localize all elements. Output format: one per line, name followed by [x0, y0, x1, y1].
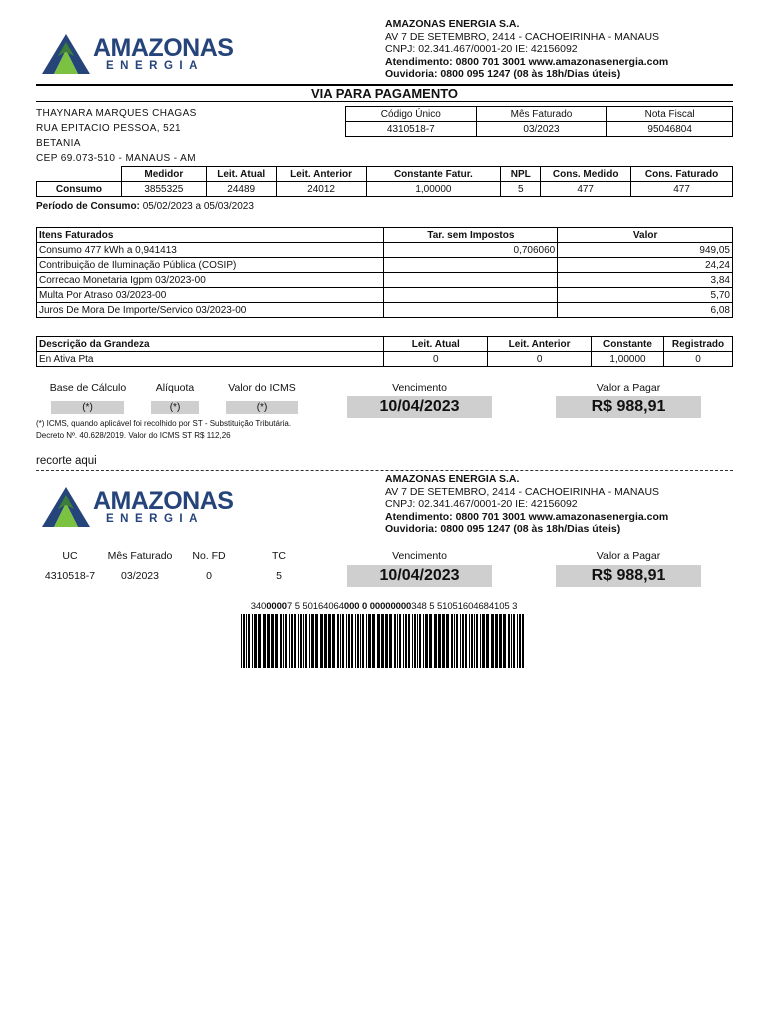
meter-header: NPL	[501, 167, 541, 182]
meter-value: 477	[541, 182, 631, 197]
period-label: Período de Consumo:	[36, 201, 140, 212]
barcode-bar	[519, 614, 521, 668]
customer-district: BETANIA	[36, 138, 81, 149]
barcode-bar	[482, 614, 485, 668]
items-header: Valor	[558, 228, 733, 243]
item-tariff	[384, 273, 558, 288]
company-name: AMAZONAS ENERGIA S.A.	[385, 18, 520, 30]
barcode-bar	[419, 614, 421, 668]
stub-due-label: Vencimento	[392, 550, 447, 562]
barcode-bar	[360, 614, 361, 668]
tax-note-2: Decreto Nº. 40.628/2019. Valor do ICMS ST R$ 112,26	[36, 431, 231, 440]
stub-logo-mark-icon	[40, 485, 92, 529]
tax-value: (*)	[51, 401, 124, 414]
meter-header: Cons. Faturado	[631, 167, 733, 182]
barcode-bar	[275, 614, 278, 668]
meter-value: 1,00000	[366, 182, 501, 197]
barcode-bar	[291, 614, 293, 668]
barcode-bar	[254, 614, 257, 668]
barcode-bar	[480, 614, 481, 668]
stub-company-address: AV 7 DE SETEMBRO, 2414 - CACHOEIRINHA - MANAUS	[385, 485, 660, 498]
barcode-part: 000 0 00000000	[343, 601, 412, 612]
due-date: 10/04/2023	[347, 396, 492, 418]
barcode-bar	[342, 614, 344, 668]
stub-logo-word: AMAZONAS	[93, 487, 234, 515]
barcode-bar	[491, 614, 494, 668]
items-table	[36, 227, 733, 318]
barcode-bar	[283, 614, 284, 668]
barcode-bar	[362, 614, 364, 668]
company-info	[385, 18, 668, 81]
meter-header: Constante Fatur.	[366, 167, 501, 182]
grandeza-value: 0	[663, 352, 732, 367]
barcode-bar	[469, 614, 470, 668]
stub-header: Mês Faturado	[107, 550, 173, 562]
barcode-bar	[340, 614, 341, 668]
barcode-bar	[381, 614, 384, 668]
ids-header: Nota Fiscal	[607, 107, 733, 122]
barcode-bar	[332, 614, 335, 668]
barcode-bar	[252, 614, 253, 668]
barcode-bar	[298, 614, 299, 668]
barcode-number	[240, 601, 528, 612]
barcode-bar	[476, 614, 478, 668]
barcode-part: 0000	[266, 601, 287, 612]
stub-company-logo	[40, 483, 240, 533]
barcode-bar	[248, 614, 250, 668]
item-description: Correcao Monetaria Igpm 03/2023-00	[37, 273, 384, 288]
item-tariff	[384, 303, 558, 318]
stub-company-ouvidoria: Ouvidoria: 0800 095 1247 (08 às 18h/Dias úteis)	[385, 523, 621, 535]
logo-subword: ENERGIA	[106, 60, 204, 72]
customer-street: RUA EPITACIO PESSOA, 521	[36, 123, 182, 134]
barcode-part: 340	[250, 601, 267, 612]
barcode-bar	[311, 614, 314, 668]
company-address: AV 7 DE SETEMBRO, 2414 - CACHOEIRINHA - MANAUS	[385, 30, 660, 43]
nota-fiscal: 95046804	[607, 122, 733, 137]
grandeza-table	[36, 336, 733, 367]
stub-company-cnpj: CNPJ: 02.341.467/0001-20 IE: 42156092	[385, 498, 578, 510]
barcode-bar	[511, 614, 512, 668]
item-tariff	[384, 288, 558, 303]
company-atendimento: Atendimento: 0800 701 3001 www.amazonasenergia.com	[385, 55, 669, 68]
tax-note-1: (*) ICMS, quando aplicável foi recolhido por ST - Substituição Tributária.	[36, 419, 292, 428]
barcode-bar	[328, 614, 331, 668]
item-description: Juros De Mora De Importe/Servico 03/2023-00	[37, 303, 384, 318]
company-cnpj: CNPJ: 02.341.467/0001-20 IE: 42156092	[385, 43, 578, 55]
ids-header: Código Único	[346, 107, 477, 122]
ids-header: Mês Faturado	[476, 107, 607, 122]
barcode-bar	[320, 614, 323, 668]
mes-faturado: 03/2023	[476, 122, 607, 137]
barcode-bar	[417, 614, 418, 668]
barcode-bar	[486, 614, 489, 668]
item-description: Consumo 477 kWh a 0,941413	[37, 243, 384, 258]
meter-value: 24489	[206, 182, 276, 197]
tax-label: Base de Cálculo	[49, 382, 127, 394]
due-label: Vencimento	[392, 382, 447, 394]
barcode-bar	[246, 614, 247, 668]
stub-amount-due: R$ 988,91	[556, 565, 701, 587]
cut-label: recorte aqui	[36, 455, 97, 467]
item-value: 3,84	[558, 273, 733, 288]
barcode-bar	[348, 614, 350, 668]
meter-value: 24012	[276, 182, 366, 197]
barcode	[240, 614, 528, 668]
barcode-bar	[394, 614, 396, 668]
stub-value: 4310518-7	[44, 570, 96, 582]
barcode-bar	[337, 614, 339, 668]
grandeza-header: Descrição da Grandeza	[37, 337, 384, 352]
meter-corner	[37, 167, 122, 182]
barcode-bar	[403, 614, 404, 668]
item-value: 949,05	[558, 243, 733, 258]
barcode-bar	[368, 614, 371, 668]
tax-label: Valor do ICMS	[228, 382, 296, 394]
barcode-bar	[412, 614, 413, 668]
meter-header: Leit. Atual	[206, 167, 276, 182]
item-description: Multa Por Atraso 03/2023-00	[37, 288, 384, 303]
barcode-bar	[241, 614, 242, 668]
barcode-bar	[303, 614, 304, 668]
grandeza-header: Leit. Anterior	[488, 337, 592, 352]
barcode-bar	[305, 614, 307, 668]
cut-line	[36, 470, 733, 471]
barcode-part: 348 5 51051604684105 3	[411, 601, 518, 612]
barcode-bar	[385, 614, 388, 668]
barcode-bar	[399, 614, 401, 668]
barcode-bar	[405, 614, 407, 668]
barcode-bar	[243, 614, 245, 668]
barcode-bar	[508, 614, 510, 668]
logo-mark-icon	[40, 32, 92, 76]
meter-header: Leit. Anterior	[276, 167, 366, 182]
stub-header: No. FD	[192, 550, 226, 562]
barcode-bar	[465, 614, 467, 668]
meter-value: 477	[631, 182, 733, 197]
barcode-bar	[372, 614, 375, 668]
barcode-bar	[408, 614, 410, 668]
stub-value: 03/2023	[121, 570, 159, 582]
barcode-bar	[294, 614, 296, 668]
stub-company-name: AMAZONAS ENERGIA S.A.	[385, 473, 520, 485]
logo-word: AMAZONAS	[93, 34, 234, 62]
stub-header: UC	[62, 550, 78, 562]
barcode-bar	[397, 614, 398, 668]
tax-value: (*)	[151, 401, 199, 414]
barcode-bar	[423, 614, 424, 668]
customer-name: THAYNARA MARQUES CHAGAS	[36, 108, 197, 119]
amount-label: Valor a Pagar	[596, 382, 661, 394]
stub-value: 5	[276, 570, 282, 582]
barcode-bar	[522, 614, 524, 668]
period-value: 05/02/2023 a 05/03/2023	[142, 201, 254, 212]
barcode-bar	[271, 614, 274, 668]
barcode-bar	[357, 614, 359, 668]
barcode-bar	[495, 614, 498, 668]
barcode-bar	[513, 614, 515, 668]
stub-value: 0	[206, 570, 212, 582]
page-title: VIA PARA PAGAMENTO	[36, 84, 733, 102]
barcode-bar	[471, 614, 473, 668]
grandeza-value: 0	[384, 352, 488, 367]
customer-cep: CEP 69.073-510 - MANAUS - AM	[36, 153, 196, 164]
meter-value: 5	[501, 182, 541, 197]
meter-table	[36, 166, 733, 197]
codigo-unico: 4310518-7	[346, 122, 477, 137]
grandeza-value: En Ativa Pta	[37, 352, 384, 367]
barcode-bar	[438, 614, 441, 668]
barcode-bar	[474, 614, 475, 668]
barcode-bar	[429, 614, 432, 668]
stub-due-date: 10/04/2023	[347, 565, 492, 587]
barcode-bar	[499, 614, 502, 668]
barcode-bar	[355, 614, 356, 668]
grandeza-value: 0	[488, 352, 592, 367]
item-value: 24,24	[558, 258, 733, 273]
barcode-bar	[300, 614, 302, 668]
barcode-bar	[377, 614, 380, 668]
barcode-bar	[460, 614, 461, 668]
barcode-bar	[309, 614, 310, 668]
barcode-bar	[517, 614, 518, 668]
barcode-bar	[346, 614, 347, 668]
barcode-bar	[434, 614, 437, 668]
barcode-bar	[454, 614, 455, 668]
ids-table	[345, 106, 733, 137]
item-description: Contribuição de Iluminação Pública (COSIP)	[37, 258, 384, 273]
barcode-bar	[451, 614, 453, 668]
grandeza-header: Registrado	[663, 337, 732, 352]
item-tariff: 0,706060	[384, 243, 558, 258]
barcode-bar	[442, 614, 445, 668]
grandeza-value: 1,00000	[592, 352, 664, 367]
barcode-bar	[389, 614, 392, 668]
meter-row-label: Consumo	[37, 182, 122, 197]
barcode-bar	[456, 614, 458, 668]
barcode-bar	[280, 614, 282, 668]
item-value: 5,70	[558, 288, 733, 303]
barcode-bar	[446, 614, 449, 668]
barcode-bar	[503, 614, 506, 668]
consumption-period	[36, 201, 254, 212]
meter-value: 3855325	[121, 182, 206, 197]
barcode-bar	[351, 614, 353, 668]
barcode-bar	[258, 614, 261, 668]
barcode-bar	[289, 614, 290, 668]
barcode-bar	[414, 614, 416, 668]
meter-header: Cons. Medido	[541, 167, 631, 182]
barcode-bar	[366, 614, 367, 668]
stub-logo-subword: ENERGIA	[106, 513, 204, 525]
barcode-bar	[315, 614, 318, 668]
item-value: 6,08	[558, 303, 733, 318]
tax-label: Alíquota	[155, 382, 195, 394]
items-header: Tar. sem Impostos	[384, 228, 558, 243]
grandeza-header: Constante	[592, 337, 664, 352]
barcode-bar	[263, 614, 266, 668]
stub-company-atendimento: Atendimento: 0800 701 3001 www.amazonasenergia.com	[385, 510, 669, 523]
company-ouvidoria: Ouvidoria: 0800 095 1247 (08 às 18h/Dias úteis)	[385, 68, 621, 80]
barcode-bar	[462, 614, 464, 668]
stub-header: TC	[272, 550, 286, 562]
items-header: Itens Faturados	[37, 228, 384, 243]
amount-due: R$ 988,91	[556, 396, 701, 418]
barcode-bar	[425, 614, 428, 668]
barcode-bar	[267, 614, 270, 668]
tax-value: (*)	[226, 401, 298, 414]
grandeza-header: Leit. Atual	[384, 337, 488, 352]
meter-header: Medidor	[121, 167, 206, 182]
company-logo	[40, 30, 240, 80]
item-tariff	[384, 258, 558, 273]
stub-amount-label: Valor a Pagar	[596, 550, 661, 562]
barcode-bar	[324, 614, 327, 668]
barcode-bar	[285, 614, 287, 668]
barcode-part: 7 5 50164064	[286, 601, 344, 612]
stub-company-info	[385, 473, 668, 536]
